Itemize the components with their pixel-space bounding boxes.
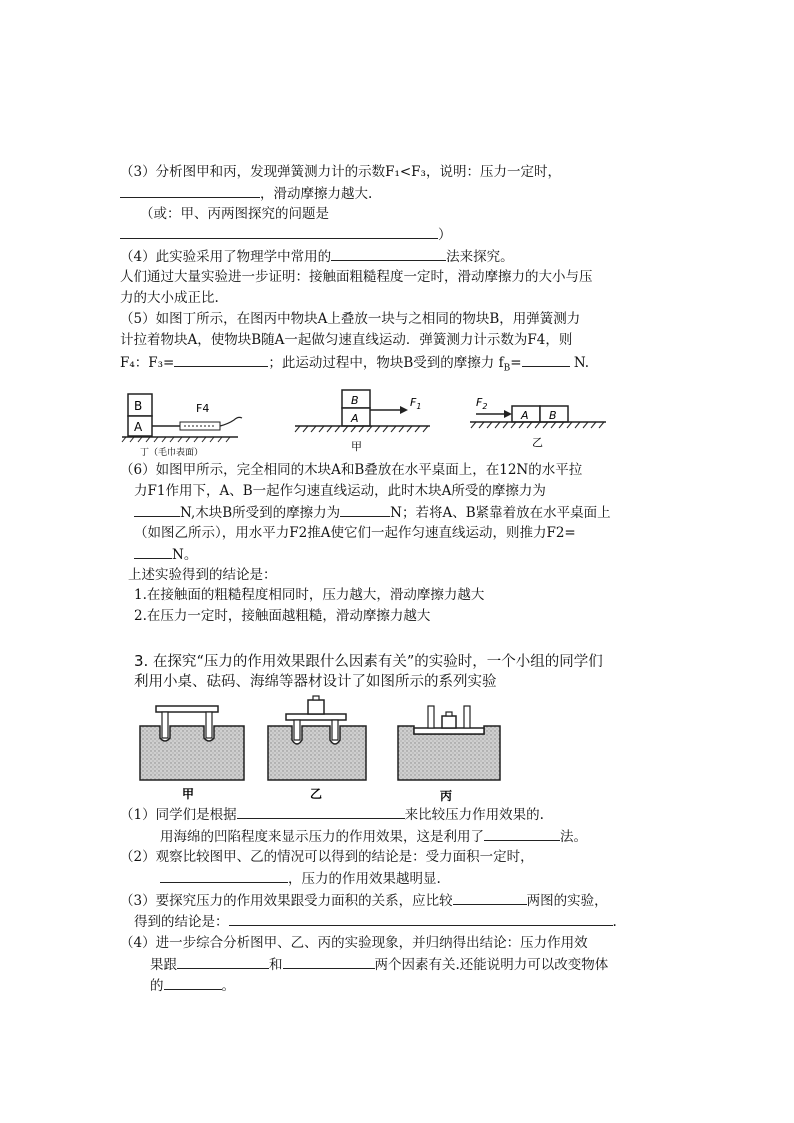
force-label: $F_1$: [410, 396, 422, 411]
s4-line2: 果跟 和 两个因素有关.还能说明力可以改变物体: [150, 954, 608, 975]
label-b: B: [351, 394, 359, 407]
caption-yi: 乙: [532, 436, 543, 449]
q3-line4: ）: [120, 224, 452, 245]
table-leg: [294, 720, 300, 740]
q4-line1: （4）此实验采用了物理学中常用的 法来探究。: [120, 246, 514, 267]
force-label: F4: [196, 402, 210, 415]
blank[interactable]: [160, 868, 288, 883]
force-label: $F_2$: [476, 396, 488, 411]
figure-bing: [398, 706, 500, 803]
blank[interactable]: [120, 183, 260, 198]
q6-line1: （6）如图甲所示，完全相同的木块A和B叠放在水平桌面上，在12N的水平拉: [120, 462, 583, 478]
q5-line3: F₄：F₃= ；此运动过程中，物块B受到的摩擦力 $f_B= N$.: [120, 352, 589, 379]
blank[interactable]: [134, 502, 180, 517]
conclusion-2: 2.在压力一定时，接触面越粗糙，滑动摩擦力越大: [134, 608, 431, 624]
figure-jia: [140, 706, 244, 801]
blank[interactable]: [164, 975, 222, 990]
figure-yi: [470, 396, 606, 449]
conclusion-1: 1.在接触面的粗糙程度相同时，压力越大，滑动摩擦力越大: [134, 587, 485, 603]
table-leg: [162, 712, 168, 738]
blank[interactable]: [522, 352, 570, 367]
caption-ding: 丁（毛巾表面）: [140, 448, 204, 458]
table-leg: [332, 720, 338, 740]
weight: [308, 700, 324, 714]
s3-line2: 得到的结论是： .: [134, 911, 617, 932]
q3-line2: ，滑动摩擦力越大.: [120, 183, 372, 204]
friction-figure: [120, 382, 620, 460]
blank[interactable]: [237, 804, 405, 819]
blank[interactable]: [283, 954, 375, 969]
table-leg: [464, 706, 470, 728]
label-b: B: [134, 399, 143, 413]
arrow-icon: [400, 406, 408, 414]
label-a: A: [351, 412, 359, 425]
table-top: [156, 706, 218, 712]
q6-line2: 力F1作用下，A、B一起作匀速直线运动，此时木块A所受的摩擦力为: [134, 483, 546, 499]
s4-line3: 的 。: [150, 975, 235, 996]
caption-bing: 丙: [440, 789, 453, 803]
blank[interactable]: [120, 224, 438, 239]
label-a: A: [134, 420, 143, 434]
s2-line1: （2）观察比较图甲、乙的情况可以得到的结论是：受力面积一定时，: [120, 849, 534, 865]
weight: [442, 716, 456, 728]
blank[interactable]: [174, 352, 268, 367]
table-leg: [206, 712, 212, 738]
pressure-figure: [134, 694, 514, 804]
label-a: A: [521, 409, 529, 422]
figure-yi: [268, 696, 366, 801]
q6-line5: N。: [134, 544, 197, 565]
s4-line1: （4）进一步综合分析图甲、乙、丙的实验现象，并归纳得出结论：压力作用效: [120, 935, 588, 951]
problem3-line1: 3. 在探究“压力的作用效果跟什么因素有关”的实验时，一个小组的同学们: [134, 652, 603, 670]
table-top: [286, 714, 346, 720]
table-leg: [428, 706, 434, 728]
s1-line1: （1）同学们是根据 来比较压力作用效果的.: [120, 804, 544, 825]
q5-line1: （5）如图丁所示，在图丙中物块A上叠放一块与之相同的物块B，用弹簧测力: [120, 311, 581, 327]
label-b: B: [549, 409, 557, 422]
blank[interactable]: [229, 911, 613, 926]
sponge: [268, 726, 366, 780]
hand-icon: [220, 417, 242, 426]
blank[interactable]: [453, 890, 527, 905]
blank[interactable]: [134, 544, 172, 559]
q5-line2: 计拉着物块A，使物块B随A一起做匀速直线运动．弹簧测力计示数为F4，则: [120, 332, 573, 348]
conclusion-title: 上述实验得到的结论是：: [128, 567, 277, 583]
blank[interactable]: [177, 954, 269, 969]
blank[interactable]: [484, 826, 560, 841]
s1-line2: 用海绵的凹陷程度来显示压力的作用效果，这是利用了 法。: [160, 826, 587, 847]
arrow-icon: [504, 410, 512, 418]
caption-jia: 甲: [351, 440, 362, 453]
table-top: [414, 728, 484, 734]
blank[interactable]: [331, 246, 446, 261]
q4-line2: 人们通过大量实验进一步证明：接触面粗糙程度一定时，滑动摩擦力的大小与压: [120, 269, 593, 285]
blank[interactable]: [340, 502, 390, 517]
figure-jia: [295, 390, 430, 453]
figure-ding: [122, 394, 242, 458]
problem3-line2: 利用小桌、砝码、海绵等器材设计了如图所示的系列实验: [134, 674, 497, 690]
q6-line3: N,木块B所受到的摩擦力为 N；若将A、B紧靠着放在水平桌面上: [134, 502, 611, 523]
sponge: [140, 726, 244, 780]
s2-line2: ，压力的作用效果越明显.: [160, 868, 441, 889]
q3-line3: （或：甲、丙两图探究的问题是: [140, 206, 329, 222]
s3-line1: （3）要探究压力的作用效果跟受力面积的关系，应比较 两图的实验，: [120, 890, 608, 911]
q4-line3: 力的大小成正比.: [120, 290, 219, 306]
caption-yi: 乙: [310, 787, 323, 801]
q6-line4: （如图乙所示），用水平力F2推A使它们一起作匀速直线运动，则推力F2=: [134, 525, 576, 541]
q3-line1: （3）分析图甲和丙，发现弹簧测力计的示数F₁<F₃，说明：压力一定时，: [120, 164, 561, 180]
caption-jia: 甲: [182, 787, 195, 801]
